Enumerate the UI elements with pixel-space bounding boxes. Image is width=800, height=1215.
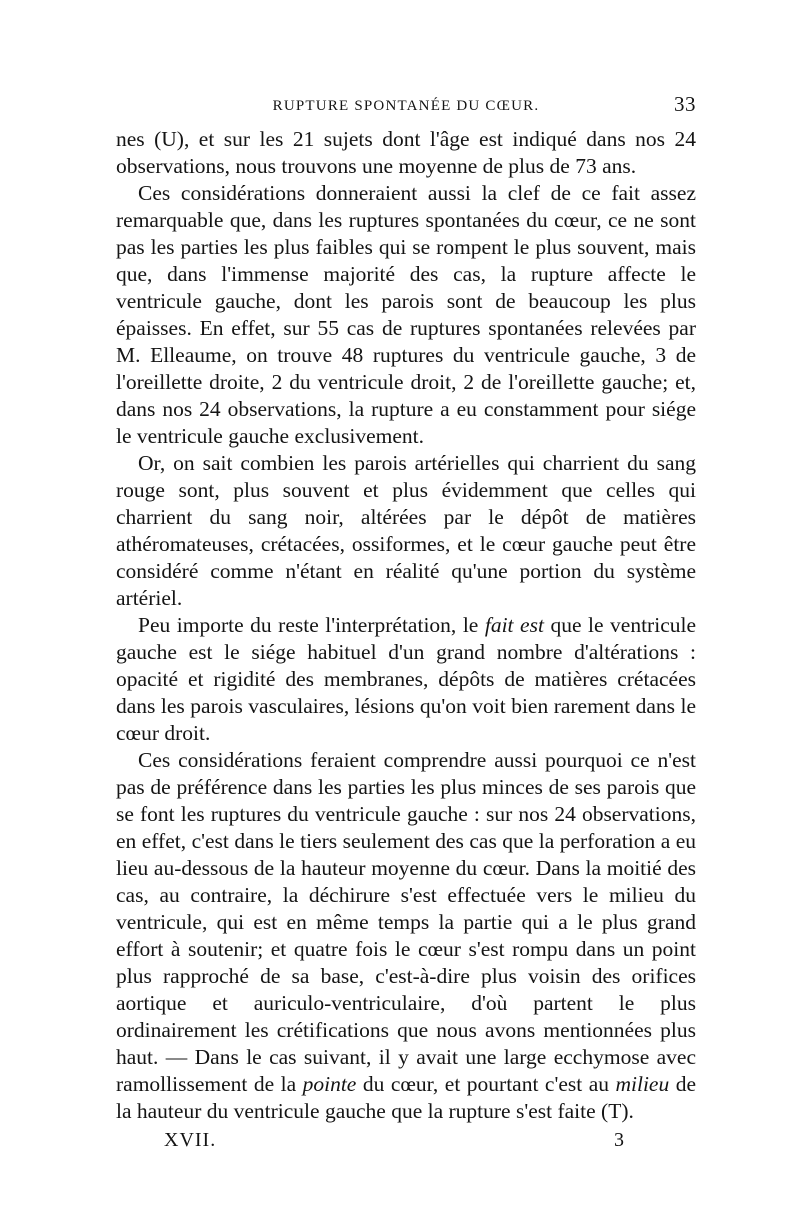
paragraph-5-text-before: Ces considérations feraient comprendre aussi pourquoi ce n'est pas de préférence dans les parties les plus minces de ses parois que se font les ruptures du ventricule gauche : sur nos 24 observations, en effet, c'est dans le tiers seulement des cas que la perforation a eu lieu au-dessous de la hauteur moyenne du cœur. Dans la moitié des cas, au contraire, la déchirure s'est effectuée vers le milieu du ventricule, qui est en même temps la partie qui a le plus grand effort à soutenir; et quatre fois le cœur s'est rompu dans un point plus rapproché de sa base, c'est-à-dire plus voisin des orifices aortique et auriculo-ventriculaire, d'où partent le plus ordinairement les crétifications que nous avons mentionnées plus haut. — Dans le cas suivant, il y avait une large ecchymose avec ramollissement de la — [116, 748, 696, 1096]
paragraph-5-emphasis-pointe: pointe — [302, 1072, 357, 1096]
paragraph-1 — [116, 126, 696, 180]
paragraph-5 — [116, 747, 696, 1125]
paragraph-5-emphasis-milieu: milieu — [615, 1072, 670, 1096]
paragraph-5-text-after: de la hauteur du ventricule gauche que la rupture s'est faite (T). — [116, 1072, 696, 1123]
paragraph-3-text: Or, on sait combien les parois artérielles qui charrient du sang rouge sont, plus souvent et plus évidemment que celles qui charrient du sang noir, altérées par le dépôt de matières athéromateuses, crétacées, ossiformes, et le cœur gauche peut être considéré comme n'étant en réalité qu'une portion du système artériel. — [116, 451, 696, 610]
book-page — [116, 92, 696, 1157]
signature-mark: XVII. — [164, 1129, 217, 1151]
paragraph-4-text-before: Peu importe du reste l'interprétation, le — [138, 613, 485, 637]
body-text — [116, 126, 696, 1125]
paragraph-4-emphasis: fait est — [484, 613, 544, 637]
paragraph-5-text-middle: du cœur, et pourtant c'est au — [356, 1072, 616, 1096]
running-head — [116, 92, 696, 126]
paragraph-1-text: nes (U), et sur les 21 sujets dont l'âge est indiqué dans nos 24 observations, nous trouvons une moyenne de plus de 73 ans. — [116, 127, 696, 178]
paragraph-4 — [116, 612, 696, 747]
running-title: RUPTURE SPONTANÉE DU CŒUR. — [272, 98, 540, 114]
paragraph-4-text-after: que le ventricule gauche est le siége habituel d'un grand nombre d'altérations : opacité et rigidité des membranes, dépôts de matières crétacées dans les parois vasculaires, lésions qu'on voit bien rarement dans le cœur droit. — [116, 613, 696, 745]
paragraph-2-text: Ces considérations donneraient aussi la clef de ce fait assez remarquable que, dans les ruptures spontanées du cœur, ce ne sont pas les parties les plus faibles qui se rompent le plus souvent, mais que, dans l'immense majorité des cas, la rupture affecte le ventricule gauche, dont les parois sont de beaucoup les plus épaisses. En effet, sur 55 cas de ruptures spontanées relevées par M. Elleaume, on trouve 48 ruptures du ventricule gauche, 3 de l'oreillette droite, 2 du ventricule droit, 2 de l'oreillette gauche; et, dans nos 24 observations, la rupture a eu constamment pour siége le ventricule gauche exclusivement. — [116, 181, 696, 448]
paragraph-2 — [116, 180, 696, 450]
paragraph-3 — [116, 450, 696, 612]
signature-number: 3 — [614, 1129, 624, 1151]
page-footer — [116, 1127, 696, 1157]
page-number: 33 — [674, 92, 696, 116]
